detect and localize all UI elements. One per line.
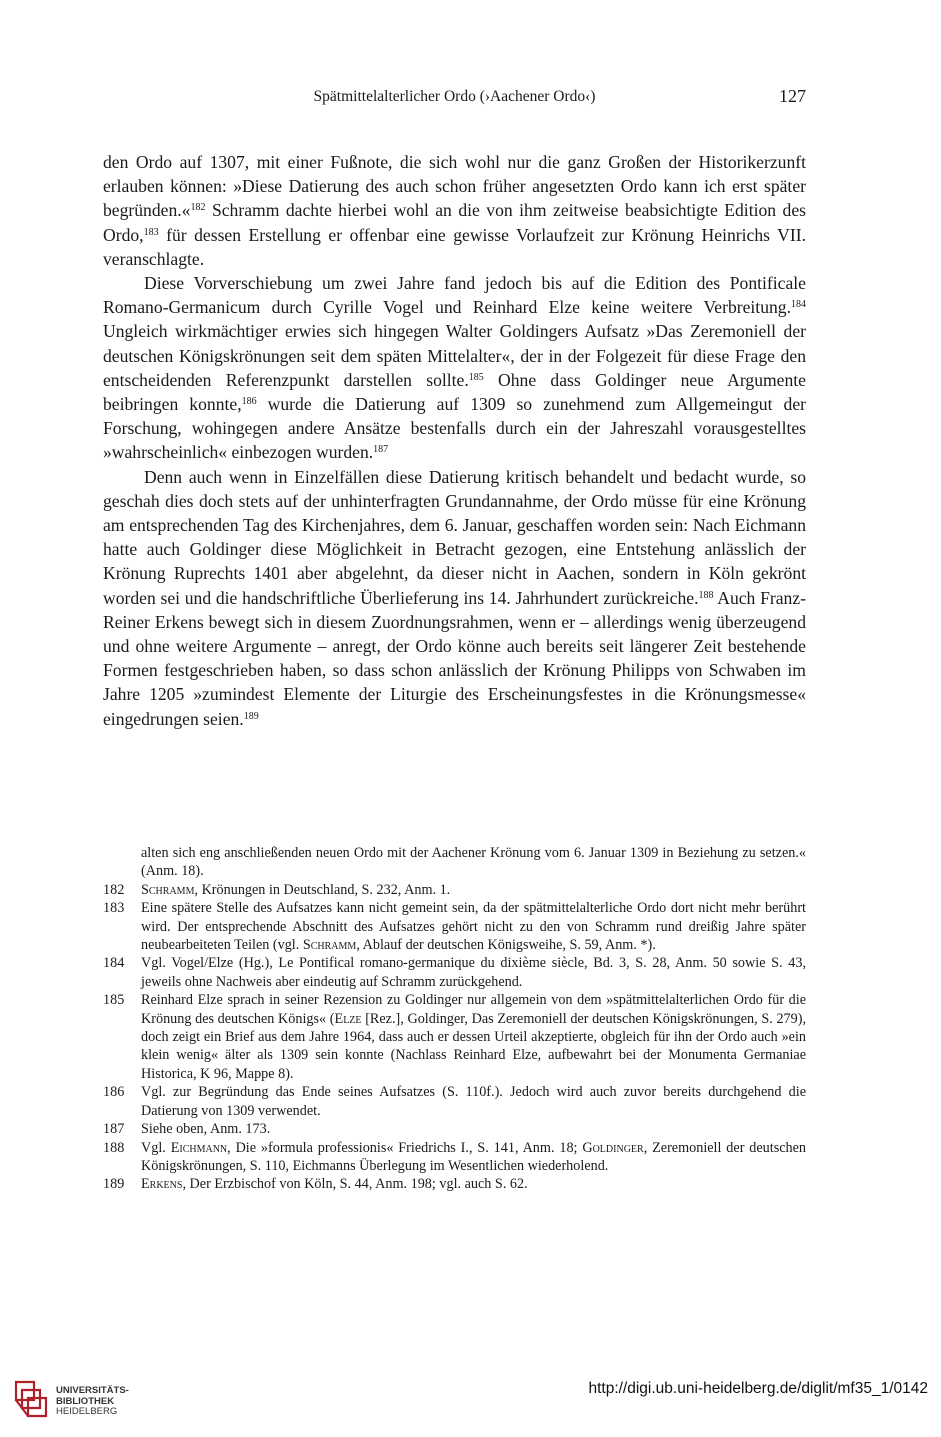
footnote-number: 188 xyxy=(103,1139,125,1156)
text-run: , Ablauf der deutschen Königsweihe, S. 59, Anm. *). xyxy=(356,937,656,954)
text-run: Denn auch wenn in Einzelfällen diese Datierung kritisch behandelt und bedacht wurde, so geschah dies doch stets auf der unhinterfragten Grundannahme, der Ordo müsse für eine Krönung am entsprechenden Tag des Kirchenjahres, dem 6. Januar, geschaffen worden sein: Nach Eichmann hatte auch Goldinger diese Möglichkeit in Betracht gezogen, eine Entstehung anlässlich der Krönung Ruprechts 1401 aber abgelehnt, da dieser nicht in Aachen, sondern in Köln gekrönt worden sei und die handschriftliche Überlieferung ins 14. Jahrhundert zurückreiche. xyxy=(103,466,806,608)
footnote xyxy=(103,899,806,954)
footnote xyxy=(103,991,806,1083)
text-run: alten sich eng anschließenden neuen Ordo mit der Aachener Krönung vom 6. Januar 1309 in Beziehung zu setzen.« (Anm. 18). xyxy=(141,845,806,880)
text-run: Vgl. xyxy=(141,1139,171,1156)
footnote-text xyxy=(141,954,806,991)
text-run: Ungleich wirkmächtiger erwies sich hingegen Walter Goldingers Aufsatz »Das Zeremoniell der deutschen Königskrönungen seit dem späten Mittelalter«, der in der Folgezeit für diese Frage den entscheidenden Referenzpunkt darstellen sollte. xyxy=(103,321,806,390)
text-run: Siehe oben, Anm. 173. xyxy=(141,1121,271,1138)
footnote-marker: 186 xyxy=(241,396,257,408)
author-name: Schramm xyxy=(302,937,357,954)
footnote-marker: 183 xyxy=(143,226,159,238)
main-text xyxy=(103,150,806,731)
footnote-text xyxy=(141,1139,806,1176)
text-run: Schramm dachte hierbei wohl an die von ihm zeitweise beabsichtigte Edition des Ordo, xyxy=(103,200,806,245)
footnote-text xyxy=(141,1175,806,1193)
text-run: , Krönungen in Deutschland, S. 232, Anm. 1. xyxy=(194,881,451,898)
footnote-number: 189 xyxy=(103,1176,125,1193)
footnote-marker: 188 xyxy=(698,589,714,601)
text-run: Reinhard Elze sprach in seiner Rezension zu Goldinger nur allgemein von dem »spätmittelalterlichen Ordo für die Krönung des deutschen Königs« ( xyxy=(141,992,806,1027)
footnote xyxy=(103,881,806,899)
paragraph xyxy=(103,271,806,465)
footnote-text xyxy=(141,881,806,899)
footnote-number: 183 xyxy=(103,900,125,917)
footnote-marker: 185 xyxy=(468,371,484,383)
author-name: Eichmann xyxy=(170,1139,228,1156)
footnote xyxy=(103,954,806,991)
running-title: Spätmittelalterlicher Ordo (›Aachener Ordo‹) xyxy=(313,88,596,105)
text-run: , Zeremoniell der deutschen Königskrönungen, S. 110, Eichmanns Überlegung im Wesentlichen wiederholend. xyxy=(141,1139,807,1174)
footnote-text xyxy=(141,899,806,954)
footnote-text xyxy=(141,1120,806,1138)
footnote-marker: 189 xyxy=(243,710,259,722)
text-run: , Die »formula professionis« Friedrichs I., S. 141, Anm. 18; xyxy=(227,1139,583,1156)
footnote xyxy=(103,1175,806,1193)
author-name: Erkens xyxy=(141,1176,183,1193)
logo-line: UNIVERSITÄTS- xyxy=(56,1385,129,1396)
footnote-number: 184 xyxy=(103,955,125,972)
footnotes xyxy=(103,844,806,1194)
footnote-number: 186 xyxy=(103,1084,125,1101)
logo-text xyxy=(56,1386,129,1418)
page-number: 127 xyxy=(779,86,806,106)
text-run: Eine spätere Stelle des Aufsatzes kann nicht gemeint sein, da der spätmittelalterliche Ordo dort nicht mehr berührt wird. Der entsprechende Abschnitt des Aufsatzes gehört nicht zu den von Schramm rund dreißig Jahre später neubearbeiteten Teilen (vgl. xyxy=(141,900,806,954)
author-name: Goldinger xyxy=(582,1139,644,1156)
author-name: Schramm xyxy=(141,881,195,898)
text-run: Vgl. Vogel/Elze (Hg.), Le Pontifical romano-germanique du dixième siècle, Bd. 3, S. 28, Anm. 50 sowie S. 43, jeweils ohne Nachweis aber eindeutig auf Schramm zurückgehend. xyxy=(141,955,806,990)
page-header xyxy=(103,86,806,112)
author-name: Elze xyxy=(334,1010,362,1027)
footnote xyxy=(103,844,806,881)
source-url[interactable]: http://digi.ub.uni-heidelberg.de/diglit/mf35_1/0142 xyxy=(588,1380,928,1397)
footnote-number: 185 xyxy=(103,992,125,1009)
footnote-marker: 184 xyxy=(791,299,806,311)
text-run: Diese Vorverschiebung um zwei Jahre fand jedoch bis auf die Edition des Pontificale Romano-Germanicum durch Cyrille Vogel und Reinhard Elze keine weitere Verbreitung. xyxy=(103,273,806,318)
logo-line: HEIDELBERG xyxy=(56,1406,118,1417)
text-run: wurde die Datierung auf 1309 so zunehmend zum Allgemeingut der Forschung, wohingegen andere Ansätze bestenfalls durch ein der Jahreszahl vorausgestelltes »wahrscheinlich« einbezogen wurden. xyxy=(103,394,806,463)
library-logo[interactable] xyxy=(12,1376,142,1426)
paragraph xyxy=(103,150,806,271)
footnote xyxy=(103,1083,806,1120)
text-run: den Ordo auf 1307, mit einer Fußnote, die sich wohl nur die ganz Großen der Historikerzunft erlauben können: »Diese Datierung des auch schon früher angesetzten Ordo kann ich erst später begründen.« xyxy=(103,152,806,221)
footnote xyxy=(103,1120,806,1138)
text-run: Ohne dass Goldinger neue Argumente beibringen konnte, xyxy=(103,369,806,415)
text-run: [Rez.], Goldinger, Das Zeremoniell der deutschen Königskrönungen, S. 279), doch zeigt ein Brief aus dem Jahre 1964, dass auch er dessen Urteil akzeptierte, obgleich für ihn der Ordo auch »ein klein wenig« älter als 1309 sein konnte (Nachlass Reinhard Elze, aufbewahrt bei der Monumenta Germaniae Historica, K 96, Mappe 8). xyxy=(141,1010,806,1082)
footnote-number xyxy=(103,844,141,881)
text-run: Vgl. zur Begründung das Ende seines Aufsatzes (S. 110f.). Jedoch wird auch zuvor bereits durchgehend die Datierung von 1309 verwendet. xyxy=(141,1084,806,1119)
footnote-marker: 182 xyxy=(190,202,206,214)
footnote-number: 187 xyxy=(103,1121,125,1138)
footnote-text xyxy=(141,844,806,881)
text-run: Auch Franz-Reiner Erkens bewegt sich in diesem Zuordnungsrahmen, wenn er – allerdings wenig überzeugend und ohne weitere Argumente – anregt, der Ordo könne auch bereits seit längerer Zeit bestehende Formen festgeschrieben haben, so dass schon anlässlich der Krönung Philipps von Schwaben im Jahre 1205 »zumindest Elemente der Liturgie des Erscheinungsfestes in die Krönungsmesse« eingedrungen seien. xyxy=(103,587,806,729)
text-run: , Der Erzbischof von Köln, S. 44, Anm. 198; vgl. auch S. 62. xyxy=(182,1176,528,1193)
logo-line: BIBLIOTHEK xyxy=(56,1395,115,1407)
footnote-text xyxy=(141,991,806,1083)
paragraph xyxy=(103,465,806,731)
footnote-marker: 187 xyxy=(373,444,389,456)
text-run: für dessen Erstellung er offenbar eine gewisse Vorlaufzeit zur Krönung Heinrichs VII. veranschlagte. xyxy=(103,224,806,269)
footnote-number: 182 xyxy=(103,881,125,898)
footnote-text xyxy=(141,1083,806,1120)
library-logo-icon xyxy=(12,1376,50,1422)
footnote xyxy=(103,1139,806,1176)
